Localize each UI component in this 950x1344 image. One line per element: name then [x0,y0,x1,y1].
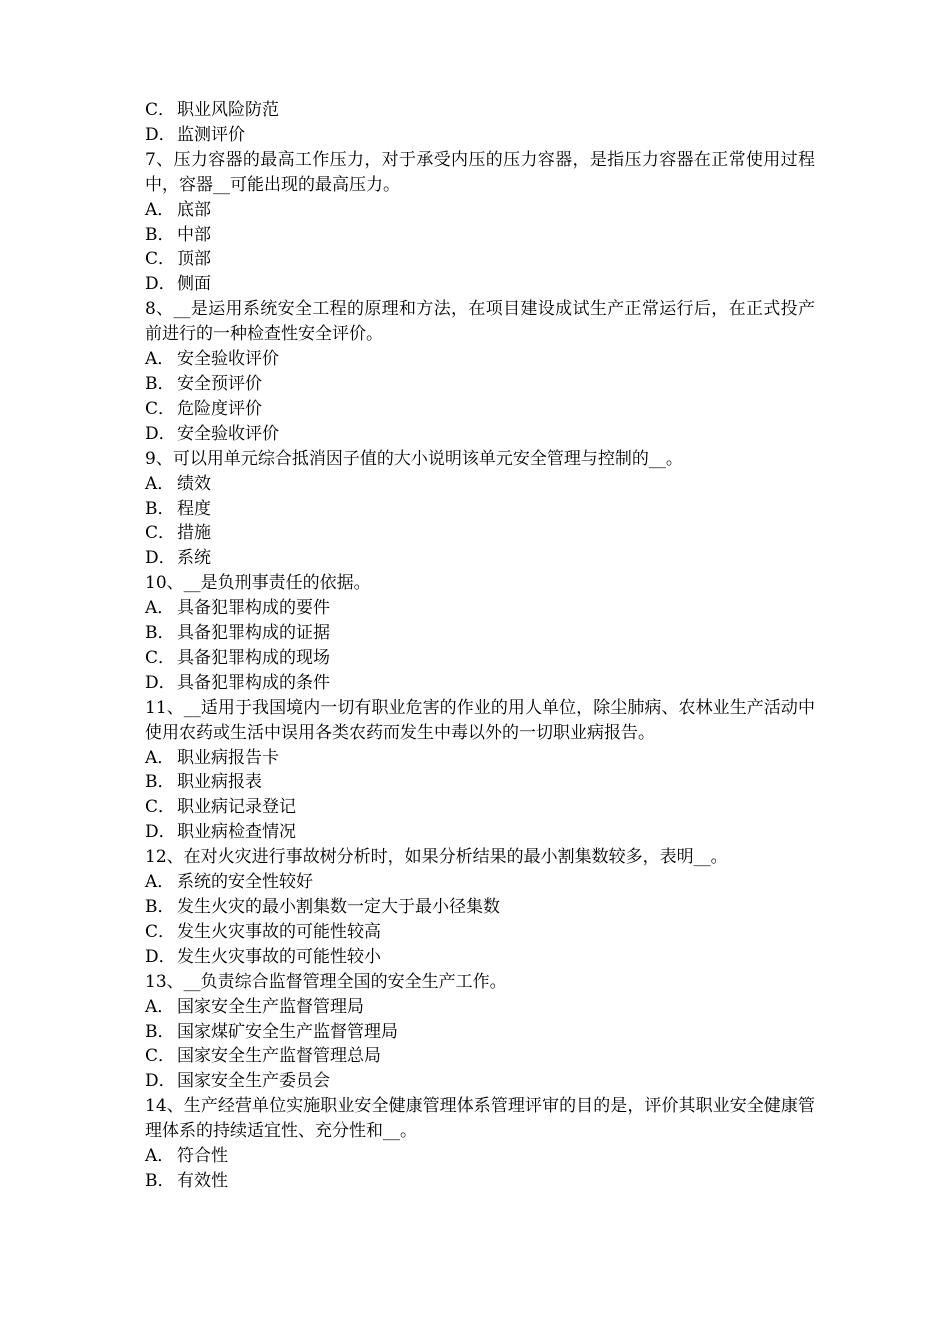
option-letter: D． [145,946,176,967]
option-letter: C． [145,647,176,668]
option-item [145,472,815,497]
option-letter: C． [145,100,176,120]
option-letter: A． [145,747,175,768]
option-text: 职业病报告卡 [177,747,279,768]
option-letter: C． [145,523,176,544]
option-text: 具备犯罪构成的要件 [177,598,330,619]
option-item [145,1044,815,1069]
option-letter: B． [145,373,175,394]
option-item [145,546,815,571]
option-item [145,247,815,272]
option-text: 具备犯罪构成的条件 [177,672,330,693]
option-letter: B． [145,224,175,245]
option-text: 发生火灾事故的可能性较小 [177,946,381,967]
option-text: 中部 [177,224,211,245]
option-text: 安全验收评价 [177,423,279,444]
option-text: 国家煤矿安全生产监督管理局 [177,1021,398,1042]
option-item [145,671,815,696]
option-item [145,995,815,1020]
option-letter: B． [145,772,175,793]
option-letter: C． [145,797,176,818]
option-text: 发生火灾事故的可能性较高 [177,921,381,942]
question-stem: 12、在对火灾进行事故树分析时，如果分析结果的最小割集数较多，表明__。 [145,847,728,868]
question-12 [145,845,815,970]
question-14 [145,1094,815,1194]
option-item [145,397,815,422]
question-8 [145,297,815,446]
option-item [145,770,815,795]
option-letter: A． [145,996,175,1017]
option-item [145,98,815,123]
option-item [145,347,815,372]
option-letter: C． [145,921,176,942]
option-text: 职业风险防范 [177,100,279,120]
question-stem: 13、__负责综合监督管理全国的安全生产工作。 [145,971,507,992]
option-letter: C． [145,1046,176,1067]
question-13 [145,970,815,1095]
option-text: 职业病检查情况 [177,822,296,843]
question-stem: 14、生产经营单位实施职业安全健康管理体系管理评审的目的是，评价其职业安全健康管理体系的持续适宜性、充分性和__。 [145,1096,815,1142]
option-letter: A． [145,1146,175,1167]
option-text: 国家安全生产监督管理局 [177,996,364,1017]
option-item [145,198,815,223]
option-letter: B． [145,1021,175,1042]
option-text: 国家安全生产委员会 [177,1071,330,1092]
option-letter: A． [145,473,175,494]
question-stem: 7、压力容器的最高工作压力，对于承受内压的压力容器，是指压力容器在正常使用过程中，容器__可能出现的最高压力。 [145,149,815,195]
document-page [145,98,815,1194]
option-text: 顶部 [177,249,211,270]
option-text: 底部 [177,199,211,220]
option-item [145,621,815,646]
option-text: 安全预评价 [177,373,262,394]
option-item [145,422,815,447]
option-letter: D． [145,124,176,145]
question-9 [145,447,815,572]
option-letter: C． [145,398,176,419]
continued-options [145,98,815,148]
option-text: 职业病记录登记 [177,797,296,818]
option-letter: A． [145,872,175,893]
option-letter: A． [145,598,175,619]
option-text: 措施 [177,523,211,544]
question-stem: 10、__是负刑事责任的依据。 [145,573,371,594]
option-item [145,1169,815,1194]
option-letter: B． [145,1170,175,1191]
option-text: 发生火灾的最小割集数一定大于最小径集数 [177,897,500,917]
option-text: 国家安全生产监督管理总局 [177,1046,381,1067]
option-text: 具备犯罪构成的现场 [177,647,330,668]
option-text: 符合性 [177,1146,228,1167]
option-text: 监测评价 [177,124,245,145]
option-text: 系统 [177,548,211,569]
option-text: 系统的安全性较好 [177,872,313,893]
option-text: 危险度评价 [177,398,262,419]
question-7 [145,148,815,297]
question-stem: 8、__是运用系统安全工程的原理和方法，在项目建设成试生产正常运行后，在正式投产前进行的一种检查性安全评价。 [145,299,815,345]
option-item [145,895,815,920]
option-text: 侧面 [177,274,211,295]
option-item [145,1069,815,1094]
question-11 [145,696,815,845]
option-letter: B． [145,897,175,917]
option-letter: A． [145,349,175,370]
option-letter: A． [145,199,175,220]
option-item [145,521,815,546]
option-letter: D． [145,672,176,693]
option-item [145,945,815,970]
option-item [145,123,815,148]
option-letter: C． [145,249,176,270]
option-item [145,1020,815,1045]
question-stem: 11、__适用于我国境内一切有职业危害的作业的用人单位，除尘肺病、农林业生产活动中使用农药或生活中误用各类农药而发生中毒以外的一切职业病报告。 [145,697,815,743]
option-item [145,596,815,621]
option-item [145,223,815,248]
option-item [145,746,815,771]
question-stem: 9、可以用单元综合抵消因子值的大小说明该单元安全管理与控制的__。 [145,448,683,469]
option-item [145,795,815,820]
option-item [145,1144,815,1169]
option-letter: D． [145,1071,176,1092]
option-item [145,497,815,522]
option-letter: D． [145,548,176,569]
option-item [145,272,815,297]
option-text: 安全验收评价 [177,349,279,370]
option-item [145,820,815,845]
question-10 [145,571,815,696]
option-letter: B． [145,623,175,644]
option-letter: D． [145,822,176,843]
option-item [145,870,815,895]
option-item [145,372,815,397]
option-text: 程度 [177,498,211,519]
option-item [145,646,815,671]
option-text: 绩效 [177,473,211,494]
option-letter: D． [145,274,176,295]
option-letter: B． [145,498,175,519]
option-text: 有效性 [177,1170,228,1191]
option-text: 具备犯罪构成的证据 [177,623,330,644]
option-item [145,920,815,945]
option-letter: D． [145,423,176,444]
option-text: 职业病报表 [177,772,262,793]
